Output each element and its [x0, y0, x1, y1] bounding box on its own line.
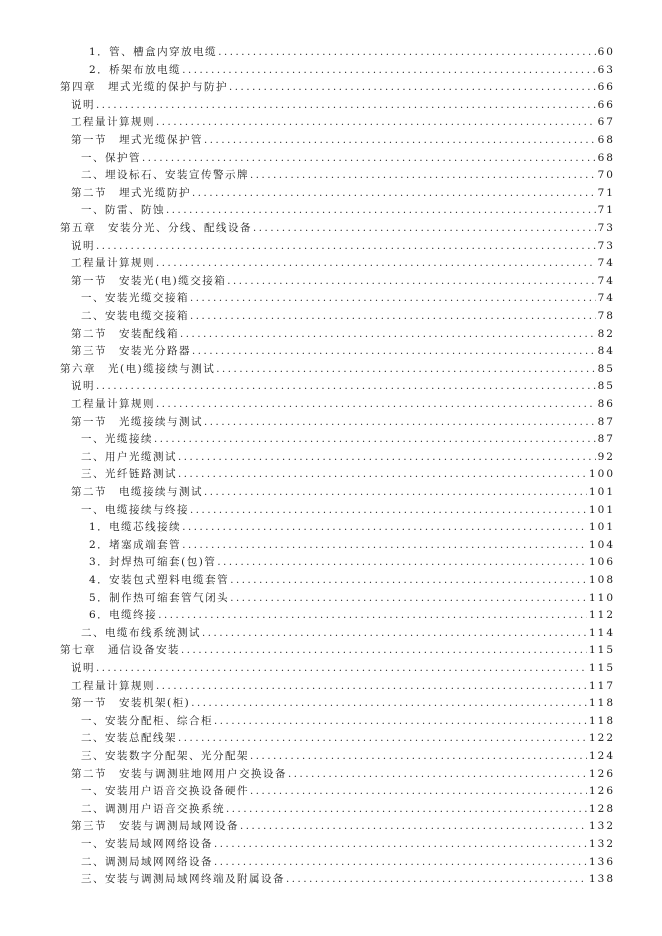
- toc-page-number: 104: [587, 537, 615, 554]
- toc-page-number: 73: [596, 238, 615, 255]
- toc-page-number: 74: [596, 290, 615, 307]
- toc-entry[interactable]: [71, 185, 615, 202]
- toc-entry-title: 工程量计算规则: [71, 396, 156, 413]
- toc-entry-title: 工程量计算规则: [71, 678, 156, 695]
- toc-entry[interactable]: [71, 343, 615, 360]
- toc-page-number: 66: [596, 97, 615, 114]
- toc-page-number: 101: [587, 519, 615, 536]
- toc-entry-title: 第五章 安装分光、分线、配线设备: [60, 220, 253, 237]
- toc-entry[interactable]: [71, 97, 615, 114]
- toc-entry[interactable]: [81, 748, 615, 765]
- toc-page-number: 132: [587, 818, 615, 835]
- toc-entry-title: 2．桥架布放电缆: [89, 62, 182, 79]
- toc-entry-title: 一、光缆接续: [81, 431, 154, 448]
- toc-page-number: 84: [596, 343, 615, 360]
- toc-dot-leader: [154, 431, 596, 448]
- toc-entry-title: 二、安装总配线架: [81, 730, 178, 747]
- toc-entry-title: 第四章 埋式光缆的保护与防护: [60, 79, 229, 96]
- toc-dot-leader: [230, 590, 587, 607]
- toc-entry[interactable]: [89, 44, 615, 61]
- toc-dot-leader: [216, 361, 595, 378]
- toc-dot-leader: [156, 114, 596, 131]
- toc-dot-leader: [178, 466, 587, 483]
- toc-entry[interactable]: [81, 730, 615, 747]
- toc-dot-leader: [158, 607, 587, 624]
- toc-page-number: 78: [596, 308, 615, 325]
- toc-entry[interactable]: [81, 836, 615, 853]
- toc-dot-leader: [181, 642, 587, 659]
- toc-entry[interactable]: [60, 642, 615, 659]
- toc-dot-leader: [190, 502, 587, 519]
- toc-entry-title: 说明: [71, 660, 96, 677]
- toc-page-number: 68: [596, 132, 615, 149]
- toc-entry-title: 说明: [71, 378, 96, 395]
- toc-page-number: 60: [596, 44, 615, 61]
- toc-entry[interactable]: [71, 660, 615, 677]
- toc-page-number: 128: [587, 801, 615, 818]
- toc-entry-title: 5．制作热可缩套管气闭头: [89, 590, 230, 607]
- toc-dot-leader: [190, 290, 596, 307]
- toc-entry-title: 二、埋设标石、安装宣传警示牌: [81, 167, 250, 184]
- toc-entry[interactable]: [81, 167, 615, 184]
- toc-entry[interactable]: [89, 537, 615, 554]
- toc-page-number: 122: [587, 730, 615, 747]
- toc-dot-leader: [182, 62, 595, 79]
- toc-dot-leader: [156, 396, 596, 413]
- toc-entry[interactable]: [89, 519, 615, 536]
- toc-entry-title: 二、安装电缆交接箱: [81, 308, 190, 325]
- toc-page-number: 85: [596, 378, 615, 395]
- toc-dot-leader: [96, 238, 596, 255]
- toc-page-number: 74: [596, 273, 615, 290]
- toc-dot-leader: [96, 378, 596, 395]
- toc-entry[interactable]: [71, 132, 615, 149]
- toc-page-number: 106: [587, 554, 615, 571]
- toc-entry-title: 第七章 通信设备安装: [60, 642, 181, 659]
- toc-dot-leader: [180, 326, 596, 343]
- toc-entry-title: 说明: [71, 238, 96, 255]
- toc-page-number: 63: [596, 62, 615, 79]
- toc-entry-title: 工程量计算规则: [71, 255, 156, 272]
- toc-dot-leader: [96, 97, 596, 114]
- toc-entry-title: 3．封焊热可缩套(包)管: [89, 554, 217, 571]
- toc-entry[interactable]: [89, 590, 615, 607]
- toc-dot-leader: [202, 625, 587, 642]
- toc-dot-leader: [286, 871, 587, 888]
- toc-entry-title: 二、电缆布线系统测试: [81, 625, 202, 642]
- toc-page-number: 132: [587, 836, 615, 853]
- toc-dot-leader: [250, 167, 596, 184]
- toc-entry[interactable]: [81, 431, 615, 448]
- toc-entry[interactable]: [89, 554, 615, 571]
- toc-page-number: 114: [587, 625, 615, 642]
- toc-dot-leader: [253, 220, 596, 237]
- toc-dot-leader: [250, 783, 587, 800]
- toc-page-number: 126: [587, 766, 615, 783]
- toc-entry[interactable]: [89, 62, 615, 79]
- toc-entry-title: 一、安装分配柜、综合柜: [81, 713, 214, 730]
- toc-dot-leader: [227, 273, 595, 290]
- toc-page-number: 87: [596, 414, 615, 431]
- toc-page-number: 126: [587, 783, 615, 800]
- toc-page-number: 138: [587, 871, 615, 888]
- toc-entry[interactable]: [60, 220, 615, 237]
- toc-entry-title: 第一节 安装光(电)缆交接箱: [71, 273, 227, 290]
- toc-entry-title: 1．电缆芯线接续: [89, 519, 182, 536]
- toc-entry[interactable]: [81, 713, 615, 730]
- toc-entry-title: 2．堵塞成端套管: [89, 537, 182, 554]
- toc-entry-title: 说明: [71, 97, 96, 114]
- toc-entry[interactable]: [89, 572, 615, 589]
- toc-entry-title: 第一节 光缆接续与测试: [71, 414, 204, 431]
- toc-entry-title: 一、安装用户语音交换设备硬件: [81, 783, 250, 800]
- toc-entry-title: 一、防雷、防蚀: [81, 202, 166, 219]
- toc-entry[interactable]: [71, 238, 615, 255]
- toc-page-number: 101: [587, 502, 615, 519]
- toc-page-number: 71: [596, 185, 615, 202]
- toc-entry[interactable]: [81, 466, 615, 483]
- toc-entry-title: 三、安装与调测局域网终端及附属设备: [81, 871, 286, 888]
- toc-entry-title: 第一节 埋式光缆保护管: [71, 132, 204, 149]
- toc-page-number: 117: [587, 678, 615, 695]
- toc-entry[interactable]: [71, 766, 615, 783]
- toc-page-number: 124: [587, 748, 615, 765]
- toc-entry-title: 三、安装数字分配架、光分配架: [81, 748, 250, 765]
- toc-entry[interactable]: [81, 308, 615, 325]
- toc-entry[interactable]: [81, 502, 615, 519]
- toc-entry-title: 二、调测用户语音交换系统: [81, 801, 226, 818]
- toc-entry[interactable]: [81, 290, 615, 307]
- toc-dot-leader: [250, 748, 587, 765]
- toc-entry-title: 第二节 埋式光缆防护: [71, 185, 192, 202]
- toc-dot-leader: [192, 185, 596, 202]
- toc-entry-title: 第六章 光(电)缆接续与测试: [60, 361, 216, 378]
- toc-entry[interactable]: [60, 79, 615, 96]
- toc-entry[interactable]: [81, 202, 615, 219]
- toc-dot-leader: [96, 660, 587, 677]
- toc-dot-leader: [218, 44, 595, 61]
- toc-dot-leader: [240, 818, 587, 835]
- toc-entry[interactable]: [71, 484, 615, 501]
- toc-entry[interactable]: [71, 678, 615, 695]
- toc-dot-leader: [288, 766, 587, 783]
- toc-entry-title: 第三节 安装与调测局域网设备: [71, 818, 240, 835]
- toc-page-number: 68: [596, 150, 615, 167]
- toc-page-number: 136: [587, 854, 615, 871]
- toc-entry[interactable]: [71, 378, 615, 395]
- toc-dot-leader: [214, 713, 587, 730]
- toc-page-number: 115: [587, 660, 615, 677]
- toc-entry-title: 第一节 安装机架(柜): [71, 695, 191, 712]
- toc-entry[interactable]: [81, 854, 615, 871]
- toc-page-number: 101: [587, 484, 615, 501]
- toc-entry-title: 工程量计算规则: [71, 114, 156, 131]
- toc-page-number: 100: [587, 466, 615, 483]
- toc-dot-leader: [178, 730, 587, 747]
- toc-dot-leader: [156, 678, 587, 695]
- toc-dot-leader: [156, 255, 596, 272]
- toc-entry-title: 第二节 安装与调测驻地网用户交换设备: [71, 766, 288, 783]
- toc-page-number: 85: [596, 361, 615, 378]
- toc-page-number: 74: [596, 255, 615, 272]
- toc-entry[interactable]: [71, 326, 615, 343]
- toc-entry[interactable]: [71, 695, 615, 712]
- toc-entry[interactable]: [81, 449, 615, 466]
- toc-entry[interactable]: [81, 801, 615, 818]
- toc-page-number: 118: [587, 695, 615, 712]
- toc-dot-leader: [204, 484, 587, 501]
- toc-page-number: 66: [596, 79, 615, 96]
- toc-entry[interactable]: [71, 114, 615, 131]
- toc-entry-title: 一、保护管: [81, 150, 142, 167]
- toc-page-number: 73: [596, 220, 615, 237]
- toc-dot-leader: [182, 537, 587, 554]
- toc-entry[interactable]: [81, 871, 615, 888]
- toc-entry-title: 二、用户光缆测试: [81, 449, 178, 466]
- toc-page-number: 118: [587, 713, 615, 730]
- toc-dot-leader: [182, 519, 587, 536]
- toc-entry-title: 一、电缆接续与终接: [81, 502, 190, 519]
- toc-dot-leader: [214, 836, 587, 853]
- toc-page-number: 112: [587, 607, 615, 624]
- toc-page-number: 82: [596, 326, 615, 343]
- toc-entry[interactable]: [81, 150, 615, 167]
- toc-entry-title: 第二节 安装配线箱: [71, 326, 180, 343]
- toc-dot-leader: [190, 308, 596, 325]
- toc-entry-title: 第三节 安装光分路器: [71, 343, 192, 360]
- toc-dot-leader: [191, 695, 587, 712]
- toc-entry-title: 一、安装光缆交接箱: [81, 290, 190, 307]
- toc-page-number: 110: [587, 590, 615, 607]
- toc-page-number: 86: [596, 396, 615, 413]
- toc-dot-leader: [166, 202, 596, 219]
- toc-page-number: 87: [596, 431, 615, 448]
- toc-entry[interactable]: [81, 783, 615, 800]
- toc-dot-leader: [204, 132, 596, 149]
- toc-dot-leader: [226, 801, 587, 818]
- toc-page-number: 67: [596, 114, 615, 131]
- toc-entry[interactable]: [89, 607, 615, 624]
- toc-entry[interactable]: [81, 625, 615, 642]
- toc-entry-title: 1．管、槽盒内穿放电缆: [89, 44, 218, 61]
- toc-entry[interactable]: [71, 414, 615, 431]
- toc-entry[interactable]: [60, 361, 615, 378]
- toc-entry-title: 6．电缆终接: [89, 607, 158, 624]
- toc-entry[interactable]: [71, 273, 615, 290]
- toc-entry[interactable]: [71, 255, 615, 272]
- toc-dot-leader: [230, 572, 587, 589]
- toc-dot-leader: [229, 79, 596, 96]
- toc-entry[interactable]: [71, 396, 615, 413]
- toc-dot-leader: [214, 854, 587, 871]
- toc-dot-leader: [178, 449, 596, 466]
- toc-page-number: 108: [587, 572, 615, 589]
- toc-page-number: 92: [596, 449, 615, 466]
- toc-dot-leader: [192, 343, 596, 360]
- toc-dot-leader: [204, 414, 596, 431]
- toc-page-number: 71: [596, 202, 615, 219]
- toc-entry[interactable]: [71, 818, 615, 835]
- toc-entry-title: 第二节 电缆接续与测试: [71, 484, 204, 501]
- toc-dot-leader: [217, 554, 587, 571]
- toc-dot-leader: [142, 150, 596, 167]
- toc-page-number: 115: [587, 642, 615, 659]
- toc-page-number: 70: [596, 167, 615, 184]
- toc-entry-title: 二、调测局域网网络设备: [81, 854, 214, 871]
- toc-entry-title: 4．安装包式塑料电缆套管: [89, 572, 230, 589]
- toc-entry-title: 三、光纤链路测试: [81, 466, 178, 483]
- toc-entry-title: 一、安装局域网网络设备: [81, 836, 214, 853]
